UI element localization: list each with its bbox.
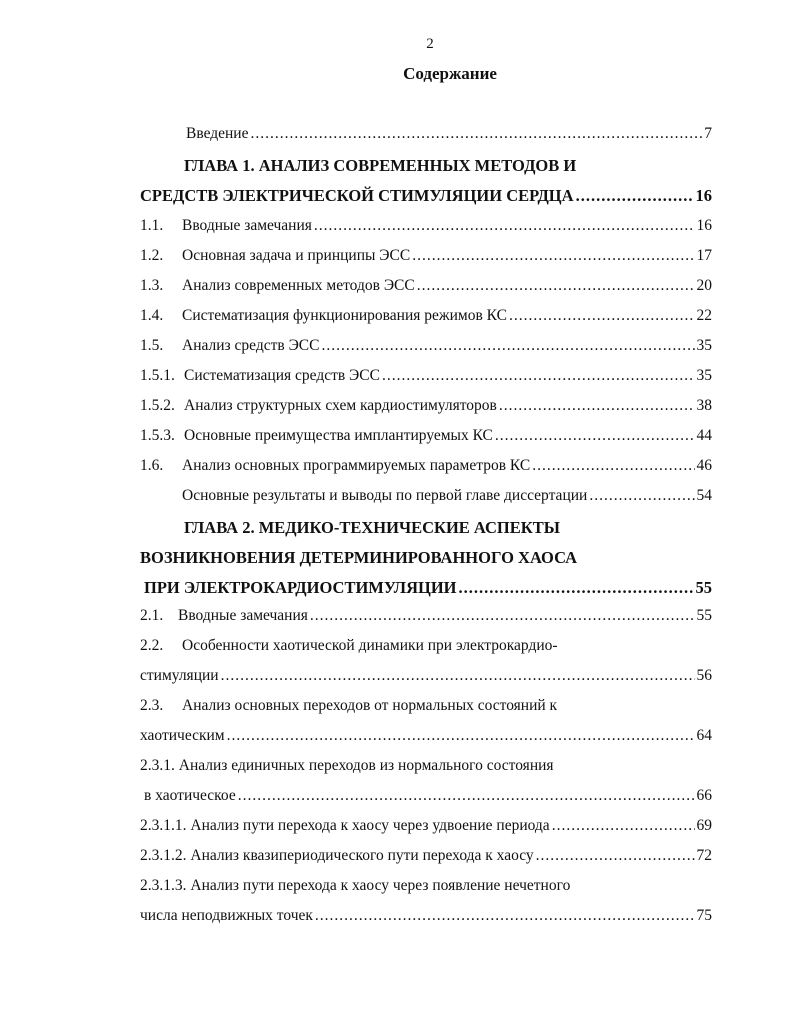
- toc-entry-text: Анализ структурных схем кардиостимуляторов: [184, 397, 497, 414]
- toc-entry-introduction[interactable]: [186, 124, 712, 144]
- toc-entry-number: 2.3.1.3.: [140, 877, 187, 894]
- page-number: 2: [426, 36, 434, 52]
- toc-entry-1-2[interactable]: [140, 246, 712, 266]
- toc-entry-chapter-1-results[interactable]: [182, 486, 712, 506]
- toc-leader-dots: [227, 726, 695, 746]
- toc-entry-1-5-2[interactable]: [140, 396, 712, 416]
- toc-entry-text: СРЕДСТВ ЭЛЕКТРИЧЕСКОЙ СТИМУЛЯЦИИ СЕРДЦА: [140, 186, 574, 205]
- toc-entry-text: в хаотическое: [144, 787, 236, 804]
- toc-entry-2-3-1-1[interactable]: [140, 816, 712, 836]
- toc-leader-dots: [509, 306, 695, 326]
- toc-leader-dots: [459, 578, 694, 598]
- toc-entry-page: 17: [696, 247, 712, 264]
- toc-entry-2-3-1-line-2[interactable]: [144, 786, 712, 806]
- toc-entry-text: Введение: [186, 125, 249, 142]
- toc-leader-dots: [315, 906, 695, 926]
- toc-entry-text: Анализ основных переходов от нормальных состояний к: [182, 697, 558, 714]
- toc-entry-number: 2.3.1.1.: [140, 817, 187, 834]
- toc-leader-dots: [314, 216, 695, 236]
- toc-entry-text: Основные преимущества имплантируемых КС: [184, 427, 493, 444]
- toc-entry-text: Вводные замечания: [182, 217, 312, 234]
- toc-entry-number: 2.3.: [140, 697, 164, 714]
- toc-leader-dots: [382, 366, 695, 386]
- toc-entry-text: Анализ современных методов ЭСС: [182, 277, 415, 294]
- toc-entry-page: 69: [696, 817, 712, 834]
- toc-entry-page: 16: [696, 217, 712, 234]
- toc-entry-number: 1.5.3.: [140, 427, 175, 444]
- toc-entry-page: 44: [696, 427, 712, 444]
- toc-entry-1-5[interactable]: [140, 336, 712, 356]
- toc-entry-number: 1.5.: [140, 337, 164, 354]
- chapter-2-heading-line-2: ВОЗНИКНОВЕНИЯ ДЕТЕРМИНИРОВАННОГО ХАОСА: [140, 548, 578, 567]
- toc-entry-page: 72: [696, 847, 712, 864]
- toc-entry-text: Анализ средств ЭСС: [182, 337, 320, 354]
- toc-entry-page: 54: [696, 487, 712, 504]
- toc-entry-2-2-line-2[interactable]: [140, 666, 712, 686]
- toc-leader-dots: [238, 786, 695, 806]
- toc-entry-text: числа неподвижных точек: [140, 907, 313, 924]
- toc-leader-dots: [417, 276, 695, 296]
- toc-leader-dots: [221, 666, 695, 686]
- toc-entry-number: 2.2.: [140, 637, 164, 654]
- page-title: Содержание: [403, 64, 497, 83]
- toc-entry-text: Систематизация функционирования режимов КС: [182, 307, 507, 324]
- toc-entry-text: ПРИ ЭЛЕКТРОКАРДИОСТИМУЛЯЦИИ: [144, 578, 457, 597]
- toc-entry-2-3-line-1[interactable]: [140, 696, 557, 716]
- toc-entry-text: хаотическим: [140, 727, 225, 744]
- toc-entry-text: Основные результаты и выводы по первой главе диссертации: [182, 487, 588, 504]
- toc-entry-page: 64: [696, 727, 712, 744]
- toc-entry-number: 1.6.: [140, 457, 164, 474]
- toc-entry-number: 2.3.1.: [140, 757, 175, 774]
- toc-leader-dots: [250, 124, 702, 144]
- toc-entry-text: Особенности хаотической динамики при электрокардио-: [182, 637, 558, 654]
- toc-leader-dots: [576, 186, 694, 206]
- toc-entry-1-5-3[interactable]: [140, 426, 712, 446]
- toc-entry-number: 1.1.: [140, 217, 164, 234]
- toc-entry-2-3-1-3-line-1[interactable]: [140, 876, 570, 896]
- toc-entry-page: 35: [696, 337, 712, 354]
- toc-entry-2-3-1-3-line-2[interactable]: [140, 906, 712, 926]
- toc-entry-2-1[interactable]: [140, 606, 712, 626]
- toc-leader-dots: [499, 396, 695, 416]
- toc-leader-dots: [495, 426, 695, 446]
- toc-entry-1-1[interactable]: [140, 216, 712, 236]
- toc-entry-number: 1.5.1.: [140, 367, 175, 384]
- toc-entry-page: 75: [696, 907, 712, 924]
- toc-entry-page: 20: [696, 277, 712, 294]
- toc-entry-page: 66: [696, 787, 712, 804]
- toc-entry-2-3-line-2[interactable]: [140, 726, 712, 746]
- toc-entry-page: 55: [696, 607, 712, 624]
- toc-entry-number: 1.5.2.: [140, 397, 175, 414]
- toc-entry-text: Анализ единичных переходов из нормального состояния: [178, 757, 554, 774]
- toc-entry-2-3-1-line-1[interactable]: [140, 756, 554, 776]
- toc-entry-page: 16: [695, 186, 712, 205]
- toc-entry-1-6[interactable]: [140, 456, 712, 476]
- toc-entry-1-4[interactable]: [140, 306, 712, 326]
- toc-entry-text: Анализ пути перехода к хаосу через удвоение периода: [190, 817, 550, 834]
- toc-entry-2-3-1-2[interactable]: [140, 846, 712, 866]
- chapter-2-heading-line-1: ГЛАВА 2. МЕДИКО-ТЕХНИЧЕСКИЕ АСПЕКТЫ: [184, 518, 560, 537]
- toc-entry-text: Анализ квазипериодического пути перехода к хаосу: [190, 847, 534, 864]
- toc-entry-1-5-1[interactable]: [140, 366, 712, 386]
- toc-entry-page: 55: [695, 578, 712, 597]
- toc-leader-dots: [412, 246, 694, 266]
- toc-leader-dots: [552, 816, 695, 836]
- chapter-2-heading-line-3[interactable]: [144, 578, 712, 598]
- toc-entry-1-3[interactable]: [140, 276, 712, 296]
- toc-leader-dots: [589, 486, 694, 506]
- toc-entry-number: 1.3.: [140, 277, 164, 294]
- toc-entry-page: 46: [696, 457, 712, 474]
- chapter-1-heading-line-1: ГЛАВА 1. АНАЛИЗ СОВРЕМЕННЫХ МЕТОДОВ И: [184, 156, 577, 175]
- toc-entry-page: 35: [696, 367, 712, 384]
- toc-entry-2-2-line-1[interactable]: [140, 636, 558, 656]
- toc-entry-number: 1.4.: [140, 307, 164, 324]
- toc-entry-text: Вводные замечания: [178, 607, 308, 624]
- toc-entry-text: Основная задача и принципы ЭСС: [182, 247, 411, 264]
- toc-leader-dots: [310, 606, 695, 626]
- chapter-1-heading-line-2[interactable]: [140, 186, 712, 206]
- toc-leader-dots: [532, 456, 694, 476]
- toc-entry-text: стимуляции: [140, 667, 219, 684]
- toc-entry-text: Анализ пути перехода к хаосу через появление нечетного: [190, 877, 571, 894]
- toc-entry-page: 38: [696, 397, 712, 414]
- toc-leader-dots: [536, 846, 695, 866]
- toc-entry-page: 22: [696, 307, 712, 324]
- toc-entry-text: Систематизация средств ЭСС: [184, 367, 380, 384]
- toc-entry-page: 7: [704, 125, 712, 142]
- toc-entry-page: 56: [696, 667, 712, 684]
- toc-entry-number: 2.1.: [140, 607, 164, 624]
- toc-entry-number: 1.2.: [140, 247, 164, 264]
- toc-leader-dots: [321, 336, 694, 356]
- toc-entry-number: 2.3.1.2.: [140, 847, 187, 864]
- toc-entry-text: Анализ основных программируемых параметров КС: [182, 457, 531, 474]
